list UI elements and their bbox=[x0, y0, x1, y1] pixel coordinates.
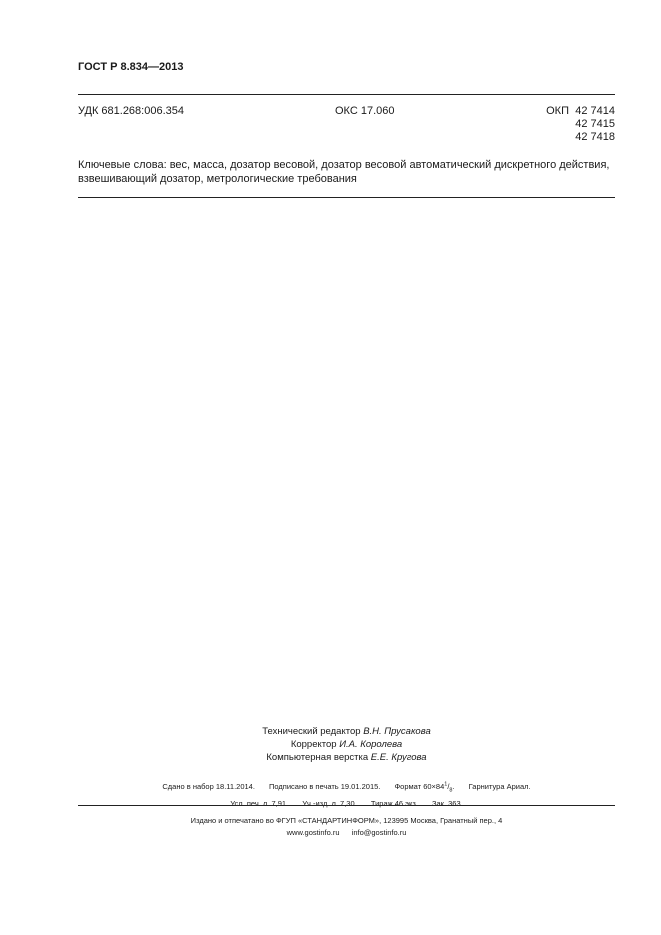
submitted-date: Сдано в набор 18.11.2014. bbox=[162, 781, 255, 791]
standard-id: ГОСТ Р 8.834—2013 bbox=[78, 61, 184, 73]
okp-code-2: 42 7415 bbox=[575, 118, 615, 130]
publisher-imprint bbox=[78, 815, 615, 839]
paper-format: Формат $60\times 84^1/_8$. bbox=[394, 781, 455, 793]
layout-label: Компьютерная верстка bbox=[266, 752, 369, 763]
publication-line-2 bbox=[78, 797, 615, 810]
keywords-divider bbox=[78, 197, 615, 198]
okp-label: ОКП bbox=[546, 105, 569, 117]
udk-code: УДК 681.268:006.354 bbox=[78, 105, 184, 117]
order-number: Зак. 363. bbox=[431, 799, 463, 808]
corrector-label: Корректор bbox=[290, 739, 337, 750]
tech-editor bbox=[78, 725, 615, 738]
okp-code-1: 42 7414 bbox=[575, 105, 615, 117]
print-run: Тираж 46 экз. bbox=[370, 799, 418, 808]
imprint-divider bbox=[78, 805, 615, 806]
keywords-line-2: взвешивающий дозатор, метрологические требования bbox=[78, 173, 357, 185]
publisher-address: Издано и отпечатано во ФГУП «СТАНДАРТИНФОРМ», 123995 Москва, Гранатный пер., 4 bbox=[190, 816, 503, 825]
typeface: Гарнитура Ариал. bbox=[468, 781, 531, 791]
top-divider bbox=[78, 94, 615, 95]
corrector bbox=[78, 738, 615, 751]
signed-date: Подписано в печать 19.01.2015. bbox=[269, 781, 381, 791]
staff-credits bbox=[78, 725, 615, 764]
keywords-line-1: Ключевые слова: вес, масса, дозатор весовой, дозатор весовой автоматический дискретного действия, bbox=[78, 159, 610, 171]
okp-codes bbox=[520, 105, 615, 144]
publisher-website: www.gostinfo.ru bbox=[286, 828, 340, 837]
publication-line-1 bbox=[78, 778, 615, 797]
okp-code-3: 42 7418 bbox=[575, 131, 615, 143]
print-sheets: Усл. печ. л. 7,91. bbox=[230, 799, 289, 808]
layout-name: Е.Е. Кругова bbox=[370, 752, 427, 763]
tech-editor-label: Технический редактор bbox=[262, 726, 361, 737]
oks-code: ОКС 17.060 bbox=[335, 105, 395, 117]
layout-artist bbox=[78, 751, 615, 764]
keywords bbox=[78, 158, 618, 186]
publisher-email: info@gostinfo.ru bbox=[351, 828, 407, 837]
publisher-contacts bbox=[78, 827, 615, 839]
tech-editor-name: В.Н. Прусакова bbox=[363, 726, 431, 737]
corrector-name: И.А. Королева bbox=[339, 739, 403, 750]
publishing-sheets: Уч.-изд. л. 7,30. bbox=[302, 799, 357, 808]
